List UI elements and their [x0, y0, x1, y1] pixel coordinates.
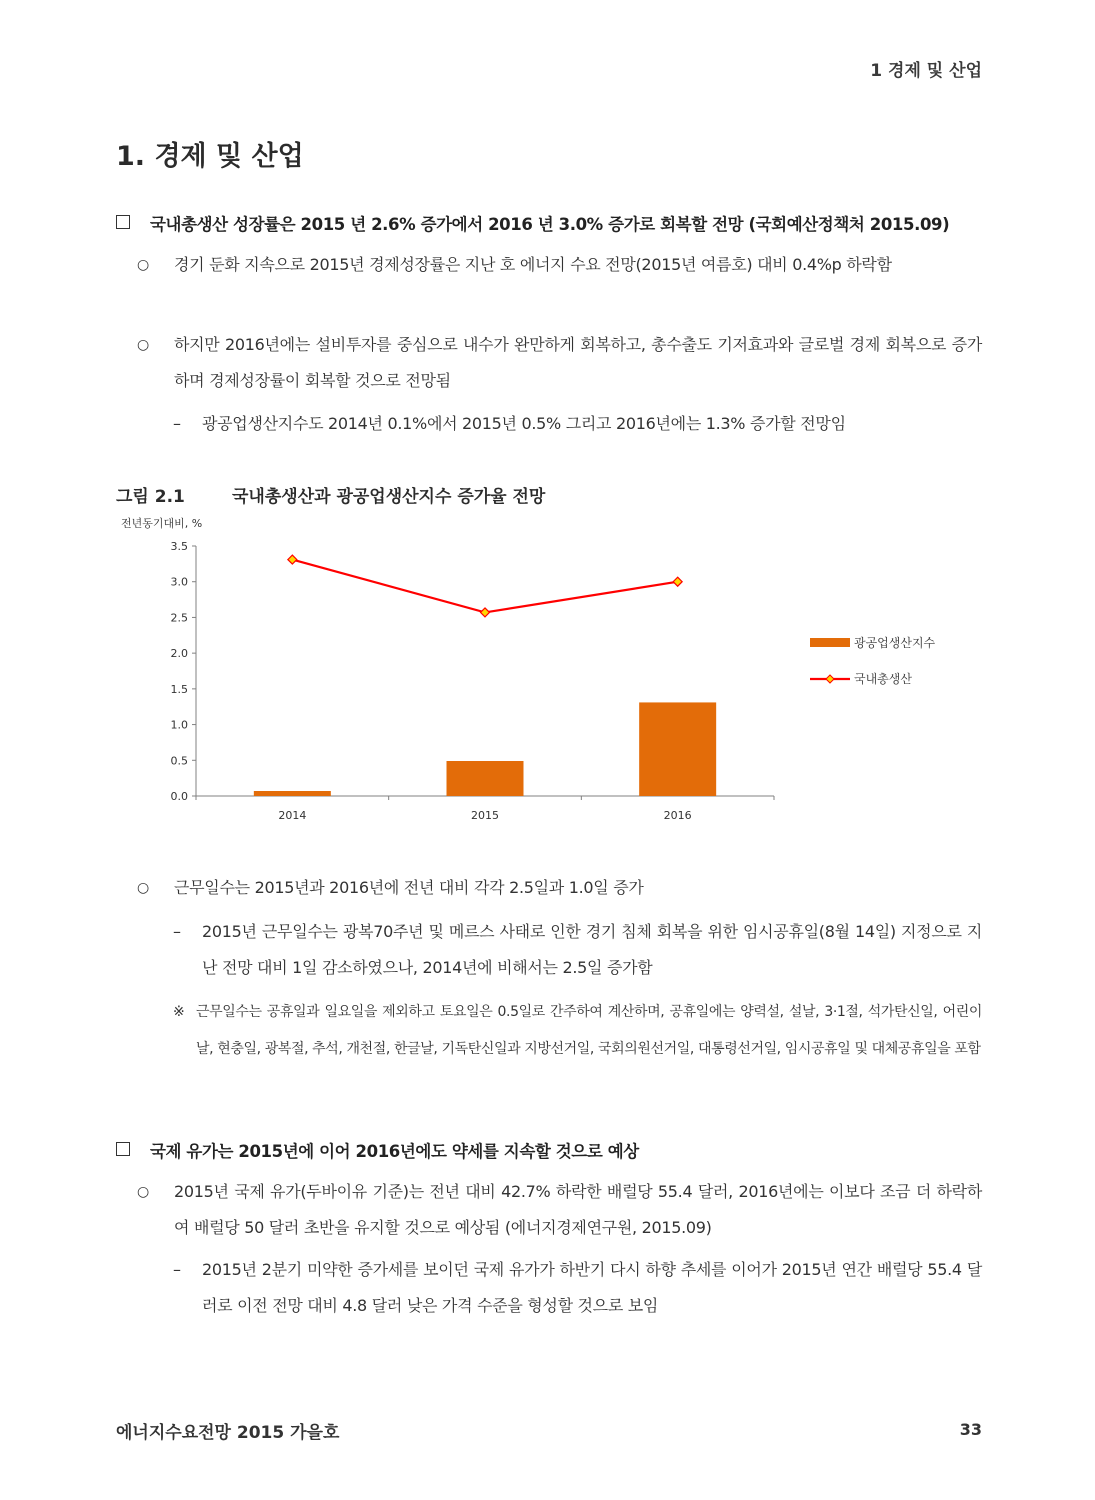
bullet-gdp: [116, 211, 982, 235]
bullet-gdp-text: 국내총생산 성장률은 2015 년 2.6% 증가에서 2016 년 3.0% 증가로 회복할 전망 (국회예산정책처 2015.09): [150, 215, 950, 234]
square-bullet-icon: [116, 215, 130, 229]
legend-marker: [826, 675, 834, 683]
gdp-industrial-chart: [120, 532, 980, 832]
item-oil-price: [137, 1174, 982, 1246]
y-tick-label: 0.5: [170, 754, 188, 768]
dash-bullet-icon: –: [173, 1260, 181, 1279]
gdp-series-line: [292, 560, 677, 613]
circle-bullet-icon: ○: [137, 257, 150, 273]
gdp-point-2016: [673, 577, 682, 586]
y-tick-label: 1.0: [170, 718, 188, 732]
chart-y-axis-unit: 전년동기대비, %: [121, 517, 203, 530]
section-title: 1. 경제 및 산업: [116, 141, 304, 172]
circle-bullet-icon: ○: [137, 1184, 150, 1200]
figure-number: 그림 2.1: [116, 487, 185, 507]
bar-2016: [639, 702, 716, 796]
y-tick-label: 2.0: [170, 647, 188, 661]
circle-bullet-icon: ○: [137, 880, 150, 896]
page-number: 33: [959, 1420, 982, 1439]
legend-label-line: 국내총생산: [854, 672, 912, 686]
workdays-note-text: 근무일수는 공휴일과 일요일을 제외하고 토요일은 0.5일로 간주하여 계산하며, 공휴일에는 양력설, 설날, 3·1절, 석가탄신일, 어린이날, 현충일, 광복절, 추석, 개천절, 한글날, 기독탄신일과 지방선거일, 국회의원선거일, 대통령선거일, 임시공휴일 및 대체공휴일을 포함: [196, 1004, 982, 1057]
bullet-oil-text: 국제 유가는 2015년에 이어 2016년에도 약세를 지속할 것으로 예상: [150, 1142, 639, 1161]
dash-bullet-icon: –: [173, 414, 181, 433]
bar-2014: [254, 791, 331, 796]
figure-title: 국내총생산과 광공업생산지수 증가율 전망: [232, 487, 546, 507]
y-tick-label: 1.5: [170, 682, 188, 696]
bullet-oil: [116, 1138, 982, 1162]
dash-industrial-index-text: 광공업생산지수도 2014년 0.1%에서 2015년 0.5% 그리고 2016년에는 1.3% 증가할 전망임: [202, 414, 846, 433]
dash-workdays: [173, 914, 982, 986]
dash-workdays-text: 2015년 근무일수는 광복70주년 및 메르스 사태로 인한 경기 침체 회복을 위한 임시공휴일(8월 14일) 지정으로 지난 전망 대비 1일 감소하였으나, 2014년에 비해서는 2.5일 증가함: [202, 922, 982, 977]
x-tick-label: 2015: [471, 809, 499, 822]
y-tick-label: 3.5: [170, 540, 188, 553]
workdays-note: [173, 994, 982, 1068]
y-tick-label: 0.0: [170, 790, 188, 803]
dash-bullet-icon: –: [173, 922, 181, 941]
item-growth-decline-text: 경기 둔화 지속으로 2015년 경제성장률은 지난 호 에너지 수요 전망(2015년 여름호) 대비 0.4%p 하락함: [174, 255, 892, 274]
running-header: 1 경제 및 산업: [870, 61, 982, 81]
x-tick-label: 2016: [663, 809, 692, 822]
item-workdays: [137, 870, 982, 906]
item-oil-price-text: 2015년 국제 유가(두바이유 기준)는 전년 대비 42.7% 하락한 배럴당 55.4 달러, 2016년에는 이보다 조금 더 하락하여 배럴당 50 달러 초반을 유지할 것으로 예상됨 (에너지경제연구원, 2015.09): [174, 1182, 982, 1237]
gdp-point-2015: [481, 608, 490, 617]
item-growth-decline: [137, 247, 982, 283]
x-tick-label: 2014: [278, 809, 307, 822]
legend-swatch-bar: [810, 638, 850, 647]
y-tick-label: 3.0: [170, 575, 188, 589]
gdp-point-2014: [288, 555, 297, 564]
note-mark: ※: [173, 1004, 185, 1020]
dash-oil-trend: [173, 1252, 982, 1324]
footer-publication: 에너지수요전망 2015 가을호: [116, 1423, 340, 1443]
circle-bullet-icon: ○: [137, 337, 150, 353]
item-workdays-text: 근무일수는 2015년과 2016년에 전년 대비 각각 2.5일과 1.0일 증가: [174, 878, 644, 897]
y-tick-label: 2.5: [170, 611, 188, 625]
dash-industrial-index: [173, 406, 982, 442]
item-recovery: [137, 327, 982, 399]
bar-2015: [447, 761, 524, 796]
item-recovery-text: 하지만 2016년에는 설비투자를 중심으로 내수가 완만하게 회복하고, 총수출도 기저효과와 글로벌 경제 회복으로 증가하며 경제성장률이 회복할 것으로 전망됨: [174, 335, 982, 390]
square-bullet-icon: [116, 1142, 130, 1156]
dash-oil-trend-text: 2015년 2분기 미약한 증가세를 보이던 국제 유가가 하반기 다시 하향 추세를 이어가 2015년 연간 배럴당 55.4 달러로 이전 전망 대비 4.8 달러 낮은 가격 수준을 형성할 것으로 보임: [202, 1260, 982, 1315]
legend-label-bar: 광공업생산지수: [854, 636, 936, 650]
